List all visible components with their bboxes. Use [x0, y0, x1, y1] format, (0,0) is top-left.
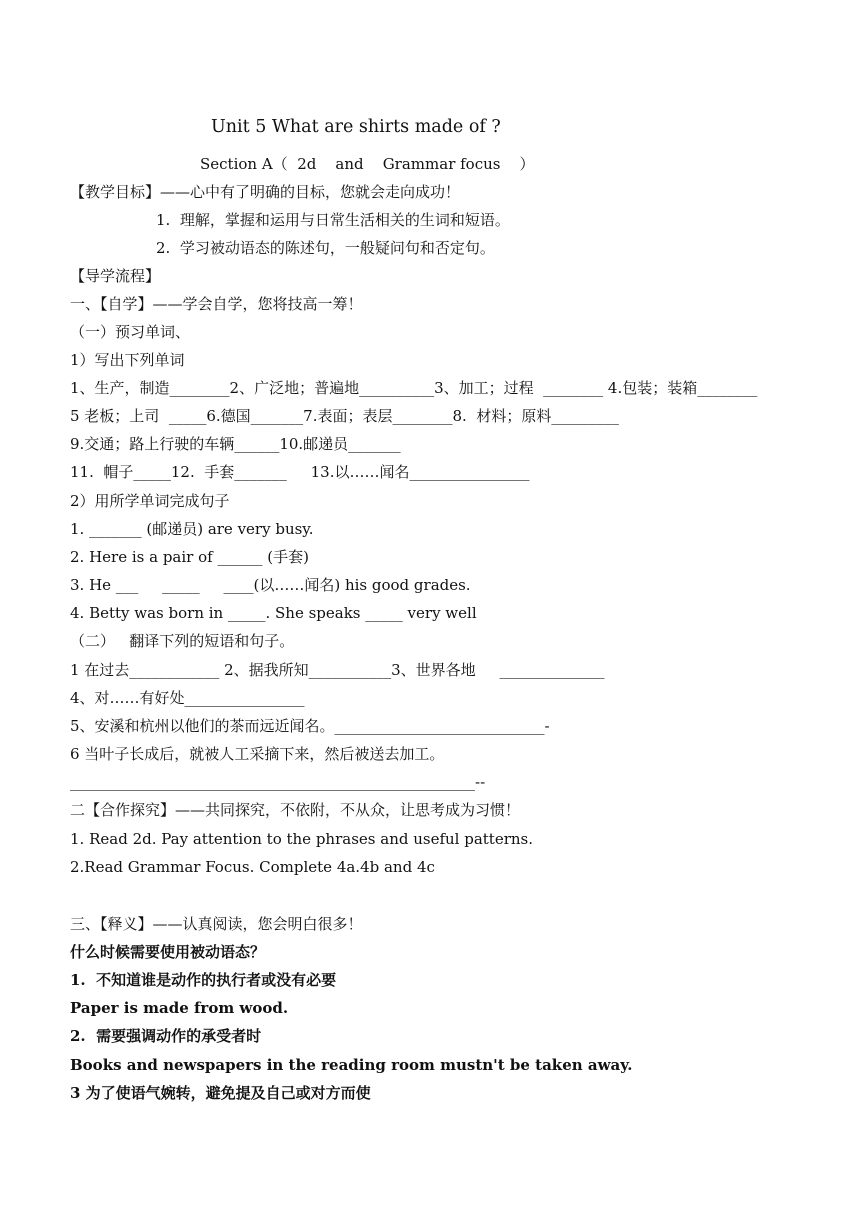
- self-study-heading: 一、【自学】——学会自学，您将技高一筹！: [70, 295, 363, 313]
- section-subtitle: Section A（ 2d and Grammar focus ）: [200, 155, 535, 173]
- translation-line: 4、对……有好处________________: [70, 689, 305, 707]
- sentence-exercise-line: 4. Betty was born in _____. She speaks _____ very well: [70, 604, 477, 622]
- translation-line: 1 在过去____________ 2、据我所知___________3、世界各地 ______________: [70, 661, 605, 679]
- translation-line: 5、安溪和杭州以他们的茶而远近闻名。____________________________-: [70, 717, 550, 735]
- cooperation-item: 1. Read 2d. Pay attention to the phrases and useful patterns.: [70, 830, 534, 848]
- sentence-exercise-line: 2. Here is a pair of ______ (手套): [70, 548, 309, 566]
- explanation-point: 2. 需要强调动作的承受者时: [70, 1027, 262, 1045]
- translation-line: 6 当叶子长成后，就被人工采摘下来，然后被送去加工。: [70, 745, 445, 763]
- task-heading: 1）写出下列单词: [70, 351, 185, 369]
- cooperation-heading: 二【合作探究】——共同探究，不依附，不从众，让思考成为习惯！: [70, 801, 521, 819]
- sentence-exercise-line: 3. He ___ _____ ____(以……闻名) his good grades.: [70, 576, 471, 594]
- explanation-example: Books and newspapers in the reading room mustn't be taken away.: [70, 1056, 633, 1074]
- task-heading: 2）用所学单词完成句子: [70, 492, 230, 510]
- word-exercise-line: 5 老板；上司 _____6.德国_______7.表面；表层________8. 材料；原料_________: [70, 407, 619, 425]
- word-exercise-line: 1、生产，制造________2、广泛地；普遍地__________3、加工；过程 ________ 4.包装；装箱________: [70, 379, 758, 397]
- explanation-question: 什么时候需要使用被动语态？: [70, 943, 266, 961]
- objectives-heading: 【教学目标】——心中有了明确的目标，您就会走向成功！: [70, 183, 461, 201]
- translation-answer-line: ______________________________________________________--: [70, 773, 486, 791]
- explanation-point: 1. 不知道谁是动作的执行者或没有必要: [70, 971, 337, 989]
- subsection-heading: （二） 翻译下列的短语和句子。: [70, 632, 295, 650]
- word-exercise-line: 11. 帽子_____12. 手套_______ 13.以……闻名________________: [70, 463, 530, 481]
- sentence-exercise-line: 1. _______ (邮递员) are very busy.: [70, 520, 314, 538]
- explanation-heading: 三、【释义】——认真阅读，您会明白很多！: [70, 915, 363, 933]
- process-heading: 【导学流程】: [70, 267, 161, 285]
- explanation-point: 3 为了使语气婉转，避免提及自己或对方而使: [70, 1084, 371, 1102]
- word-exercise-line: 9.交通；路上行驶的车辆______10.邮递员_______: [70, 435, 401, 453]
- page-title: Unit 5 What are shirts made of ?: [211, 117, 501, 137]
- subsection-heading: （一）预习单词、: [70, 323, 191, 341]
- explanation-example: Paper is made from wood.: [70, 999, 289, 1017]
- cooperation-item: 2.Read Grammar Focus. Complete 4a.4b and 4c: [70, 858, 435, 876]
- objective-item: 1. 理解，掌握和运用与日常生活相关的生词和短语。: [156, 211, 510, 229]
- objective-item: 2. 学习被动语态的陈述句，一般疑问句和否定句。: [156, 239, 495, 257]
